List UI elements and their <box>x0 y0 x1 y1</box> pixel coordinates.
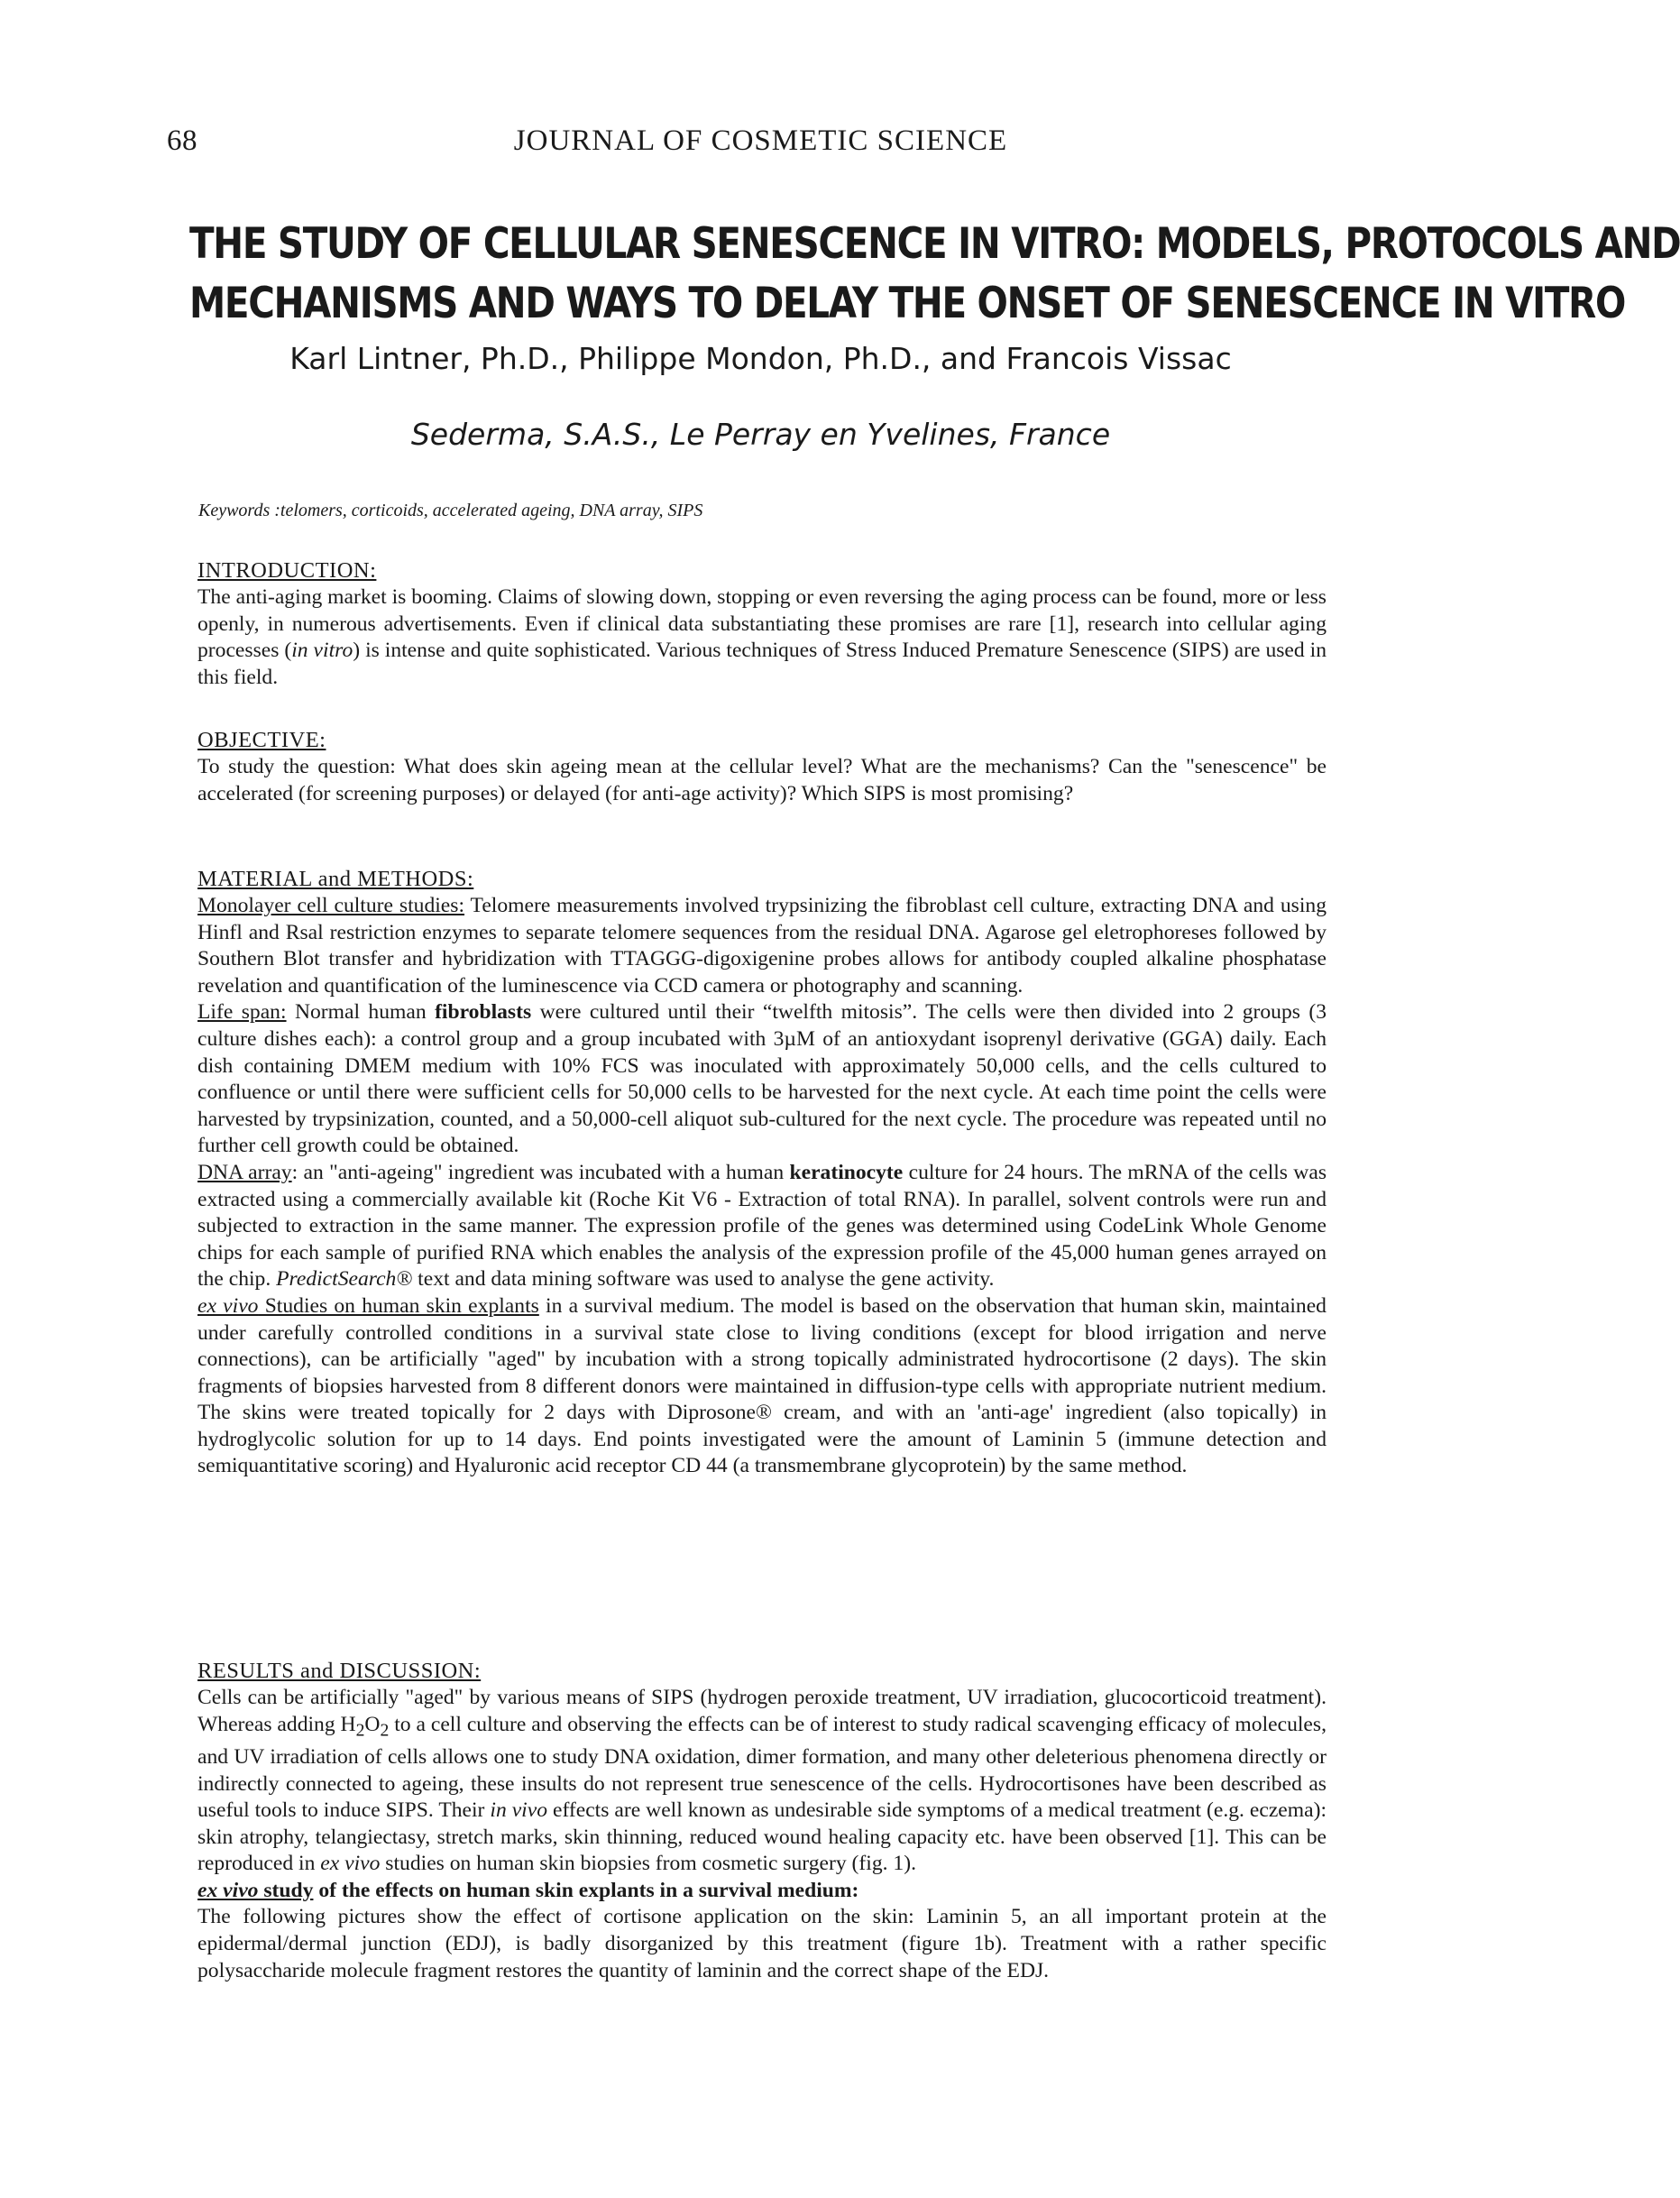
subsection-label: DNA array <box>197 1160 292 1184</box>
text-span: text and data mining software was used to analyse the gene activity. <box>412 1267 995 1292</box>
section-heading: OBJECTIVE: <box>197 728 326 752</box>
text-span: ) is intense and quite sophisticated. Various techniques of Stress Induced Premature Senescence (SIPS) are used in this field. <box>197 639 1327 689</box>
title-line-2: MECHANISMS AND WAYS TO DELAY THE ONSET OF SENESCENCE IN VITRO <box>189 279 1626 328</box>
subheading-ex-vivo-study <box>197 1878 1327 1905</box>
title-line-1: THE STUDY OF CELLULAR SENESCENCE IN VITRO: MODELS, PROTOCOLS AND <box>189 219 1680 269</box>
paragraph-lifespan <box>197 999 1327 1160</box>
subscript: 2 <box>380 1720 390 1741</box>
paragraph-dna-array <box>197 1160 1327 1293</box>
paragraph-monolayer <box>197 893 1327 999</box>
paragraph: To study the question: What does skin ageing mean at the cellular level? What are the mechanisms? Can the "senescence" be accelerated (for screening purposes) or delayed (for anti-age activity)? Which SIPS is most promising? <box>197 755 1327 805</box>
text-span: in a survival medium. The model is based on the observation that human skin, maintained under carefully controlled conditions in a survival state close to living conditions (except for blood irrigation and nerve connections), can be artificially "aged" by incubation with a strong topically administrated hydrocortisone (2 days). The skin fragments of biopsies harvested from 8 different donors were maintained in diffusion-type cells with appropriate nutrient medium. The skins were treated topically for 2 days with Diprosone® cream, and with an 'anti-age' ingredient (also topically) in hydroglycolic solution for up to 14 days. End points investigated were the amount of Laminin 5 (immune detection and semiquantitative scoring) and Hyaluronic acid receptor CD 44 (a transmembrane glycoprotein) by the same method. <box>197 1293 1327 1478</box>
text-span: The anti-aging market is booming. Claims of slowing down, stopping or even reversing the aging process can be found, more or less openly, in numerous advertisements. Even if clinical data substantiating these promises are rare [1], research into cellular aging processes ( <box>197 585 1327 663</box>
text-span: were cultured until their “twelfth mitosis”. The cells were then divided into 2 groups (3 culture dishes each): a control group and a group incubated with 3µM of an antioxydant isoprenyl derivative (GGA) daily. Each dish containing DMEM medium with 10% FCS was inoculated with approximately 50,000 cells, and the cells cultured to confluence or until there were sufficient cells for 50,000 cells to be harvested for the next cycle. At each time point the cells were harvested by trypsinization, counted, and a 50,000-cell aliquot sub-cultured for the next cycle. The procedure was repeated until no further cell growth could be obtained. <box>197 1000 1327 1158</box>
section-heading: MATERIAL and METHODS: <box>197 867 474 891</box>
paragraph-results-1 <box>197 1685 1327 1878</box>
section-results <box>197 1658 1327 1984</box>
italic-term: ex vivo <box>320 1852 381 1876</box>
italic-term: PredictSearch® <box>276 1267 413 1292</box>
text-span: effects are well known as undesirable side symptoms of a medical treatment (e.g. eczema): skin atrophy, telangiectasy, stretch marks, skin thinning, reduced wound healing capacity etc. have been observed [1]. This can be reproduced in <box>197 1798 1327 1876</box>
section-methods <box>197 866 1327 1480</box>
article-title <box>189 215 1680 334</box>
subsection-label: Monolayer cell culture studies: <box>197 894 465 917</box>
section-heading: INTRODUCTION: <box>197 558 377 583</box>
italic-term: in vivo <box>490 1798 548 1823</box>
text-span: Cells can be artificially "aged" by various means of SIPS (hydrogen peroxide treatment, UV irradiation, glucocorticoid treatment). Whereas adding H <box>197 1686 1327 1736</box>
text-span: culture for 24 hours. The mRNA of the cells was extracted using a commercially available kit (Roche Kit V6 - Extraction of total RNA). In parallel, solvent controls were run and subjected to extraction in the same manner. The expression profile of the genes was determined using CodeLink Whole Genome chips for each sample of purified RNA which enables the analysis of the expression profile of the 45,000 human genes arrayed on the chip. <box>197 1160 1327 1292</box>
text-span: studies on human skin biopsies from cosmetic surgery (fig. 1). <box>380 1852 916 1876</box>
keywords: Keywords :telomers, corticoids, accelerated ageing, DNA array, SIPS <box>198 501 703 520</box>
text-span: Telomere measurements involved trypsinizing the fibroblast cell culture, extracting DNA and using Hinfl and Rsal restriction enzymes to separate telomere sequences from the residual DNA. Agarose gel eletrophoreses followed by Southern Blot transfer and hybridization with TTAGGG-digoxigenine probes allows for antibody coupled alkaline phosphatase revelation and quantification of the luminescence via CCD camera or photography and scanning. <box>197 894 1327 998</box>
italic-term: in vitro <box>291 639 353 663</box>
section-heading: RESULTS and DISCUSSION: <box>197 1659 482 1683</box>
text-span: O <box>364 1712 381 1736</box>
subsection-label-italic: ex vivo <box>197 1293 259 1318</box>
subheading-label: study <box>258 1878 314 1902</box>
journal-name: JOURNAL OF COSMETIC SCIENCE <box>513 124 1008 157</box>
paragraph-ex-vivo <box>197 1293 1327 1480</box>
bold-term: fibroblasts <box>435 1000 532 1025</box>
subheading-italic: ex vivo <box>197 1878 259 1902</box>
affiliation: Sederma, S.A.S., Le Perray en Yvelines, France <box>410 417 1111 452</box>
running-head <box>0 124 1521 170</box>
author-list: Karl Lintner, Ph.D., Philippe Mondon, Ph.D., and Francois Vissac <box>289 341 1232 376</box>
page-number: 68 <box>167 124 197 157</box>
paragraph <box>197 584 1327 691</box>
text-span: : an "anti-ageing" ingredient was incubated with a human <box>291 1160 790 1184</box>
subsection-label: Life span: <box>197 1000 287 1025</box>
text-span: to a cell culture and observing the effects can be of interest to study radical scavenging efficacy of molecules, and UV irradiation of cells allows one to study DNA oxidation, dimer formation, and many other deleterious phenomena directly or indirectly connected to ageing, these insults do not represent true senescence of the cells. Hydrocortisones have been described as useful tools to induce SIPS. Their <box>197 1712 1327 1823</box>
paragraph-results-2: The following pictures show the effect of cortisone application on the skin: Laminin 5, an all important protein at the epidermal/dermal junction (EDJ), is badly disorganized by this treatment (figure 1b). Treatment with a rather specific polysaccharide molecule fragment restores the quantity of laminin and the correct shape of the EDJ. <box>197 1905 1327 1982</box>
text-span: Normal human <box>286 1000 436 1025</box>
subheading-text: of the effects on human skin explants in a survival medium: <box>313 1878 859 1902</box>
bold-term: keratinocyte <box>789 1160 904 1184</box>
subsection-label: Studies on human skin explants <box>258 1293 539 1318</box>
section-objective <box>197 727 1327 807</box>
section-introduction <box>197 557 1327 691</box>
subscript: 2 <box>355 1720 365 1741</box>
